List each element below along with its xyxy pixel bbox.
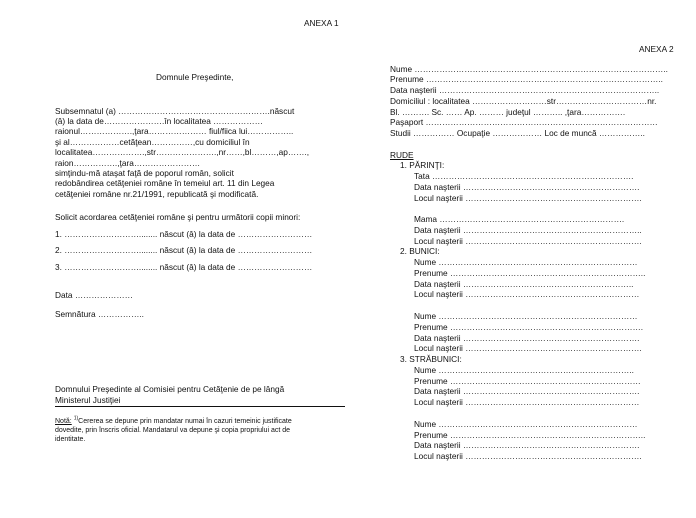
- section-title: 1. PĂRINŢI:: [400, 160, 445, 170]
- paragraph-line: cetăţeniei române nr.21/1991, republicată şi modificată.: [55, 189, 259, 199]
- anexa-2-label: ANEXA 2: [639, 44, 674, 54]
- paragraph-line: raionul……………….,ţara………………… fiul/fiica lui……………..: [55, 126, 294, 136]
- note-line: dovedite, prin înscris oficial. Mandatarul va depune şi copia propriului act de: [55, 427, 291, 434]
- signature-field: Semnătura ……………..: [55, 309, 144, 319]
- relative-field: Locul naşterii ………………………………………………………: [414, 397, 640, 407]
- relative-field: Locul naşterii ………………………………………………………: [414, 289, 640, 299]
- section-title: 2. BUNICI:: [400, 246, 440, 256]
- relative-field: Nume ………………………………………………………………: [414, 311, 638, 321]
- relative-field: Data naşterii ……………………………………………………..: [414, 279, 634, 289]
- personal-field: Nume ………………………………………………………………………………..: [390, 64, 668, 74]
- relative-field: Prenume …………………………………………………………….: [414, 322, 644, 332]
- note-label: Notă:: [55, 418, 72, 425]
- note-line: identitate.: [55, 436, 86, 443]
- section-title: 3. STRĂBUNICI:: [400, 354, 462, 364]
- personal-field: Data naşterii ……………………………………………………………………..: [390, 85, 660, 95]
- relative-field: Data naşterii ……………………………………………………….: [414, 182, 640, 192]
- paragraph-line: localitatea……………….,str………………….,nr……,bl………,ap…….,: [55, 147, 310, 157]
- child-line: 3. ………………………........ născut (â) la data de ………………………: [55, 262, 313, 272]
- relative-field: Locul naşterii ……………………………………………………….: [414, 343, 642, 353]
- child-line: 2. ………………………........ născut (â) la data de ………………………: [55, 245, 313, 255]
- relative-field: Prenume ……………………………………………………………..: [414, 430, 646, 440]
- relative-field: Prenume ……………………………………………………………..: [414, 268, 646, 278]
- relative-field: Data naşterii ………………………………………………………..: [414, 225, 642, 235]
- personal-field: Bl. ………. Sc. …… Ap. ……… judeţul ……….. ,ţara…………….: [390, 107, 626, 117]
- personal-field: Paşaport …………………………………………………………………………: [390, 117, 658, 127]
- personal-field: Studii …………… Ocupaţie ……………… Loc de muncă ……………..: [390, 128, 645, 138]
- addressee-line: Ministerul Justiţiei: [55, 395, 121, 405]
- relative-field: Locul naşterii ……………………………………………………….: [414, 193, 642, 203]
- paragraph-line: (â) la data de………………….în localitatea ………………: [55, 116, 263, 126]
- relative-field: Locul naşterii ……………………………………………………….: [414, 236, 642, 246]
- relative-field: Data naşterii ……………………………………………………….: [414, 440, 640, 450]
- note-line: Cererea se depune prin mandatar numai în cazuri temeinic justificate: [78, 418, 292, 425]
- separator-line: [55, 406, 345, 407]
- greeting: Domnule Preşedinte,: [156, 72, 234, 82]
- paragraph-line: simţindu-mă ataşat faţă de poporul român, solicit: [55, 168, 234, 178]
- personal-field: Domiciliul : localitatea ………………………str……………………………nr.: [390, 96, 657, 106]
- relative-field: Nume ………………………………………………………………: [414, 257, 638, 267]
- relative-field: Data naşterii ……………………………………………………….: [414, 333, 640, 343]
- relative-field: Nume ………………………………………………………………: [414, 419, 638, 429]
- paragraph-line: şi al………………cetăţean……………,cu domiciliul în: [55, 137, 250, 147]
- children-request: Solicit acordarea cetăţeniei române şi pentru următorii copii minori:: [55, 212, 301, 222]
- relative-field: Prenume ……………………………………………………………: [414, 376, 641, 386]
- relative-field: Locul naşterii ……………………………………………………….: [414, 451, 642, 461]
- anexa-1-label: ANEXA 1: [304, 18, 339, 28]
- date-field: Data …………………: [55, 290, 133, 300]
- note-superscript: 1): [73, 415, 79, 422]
- relative-field: Data naşterii ……………………………………………………….: [414, 386, 640, 396]
- addressee-line: Domnului Preşedinte al Comisiei pentru Cetăţenie de pe lângă: [55, 384, 285, 394]
- relative-field: Mama ………………………………………………………….: [414, 214, 625, 224]
- child-line: 1. ………………………........ născut (â) la data de ………………………: [55, 229, 313, 239]
- paragraph-line: raion…………….,ţara……………………: [55, 158, 201, 168]
- paragraph-line: Subsemnatul (a) ……………………………………………….născut: [55, 106, 295, 116]
- rude-title: RUDE: [390, 150, 414, 160]
- relative-field: Nume ……………………………………………………………..: [414, 365, 634, 375]
- paragraph-line: redobândirea cetăţeniei române în temeiul art. 11 din Legea: [55, 178, 275, 188]
- relative-field: Tata ……………………………………………………………….: [414, 171, 634, 181]
- personal-field: Prenume …………………………………………………………………………..: [390, 74, 663, 84]
